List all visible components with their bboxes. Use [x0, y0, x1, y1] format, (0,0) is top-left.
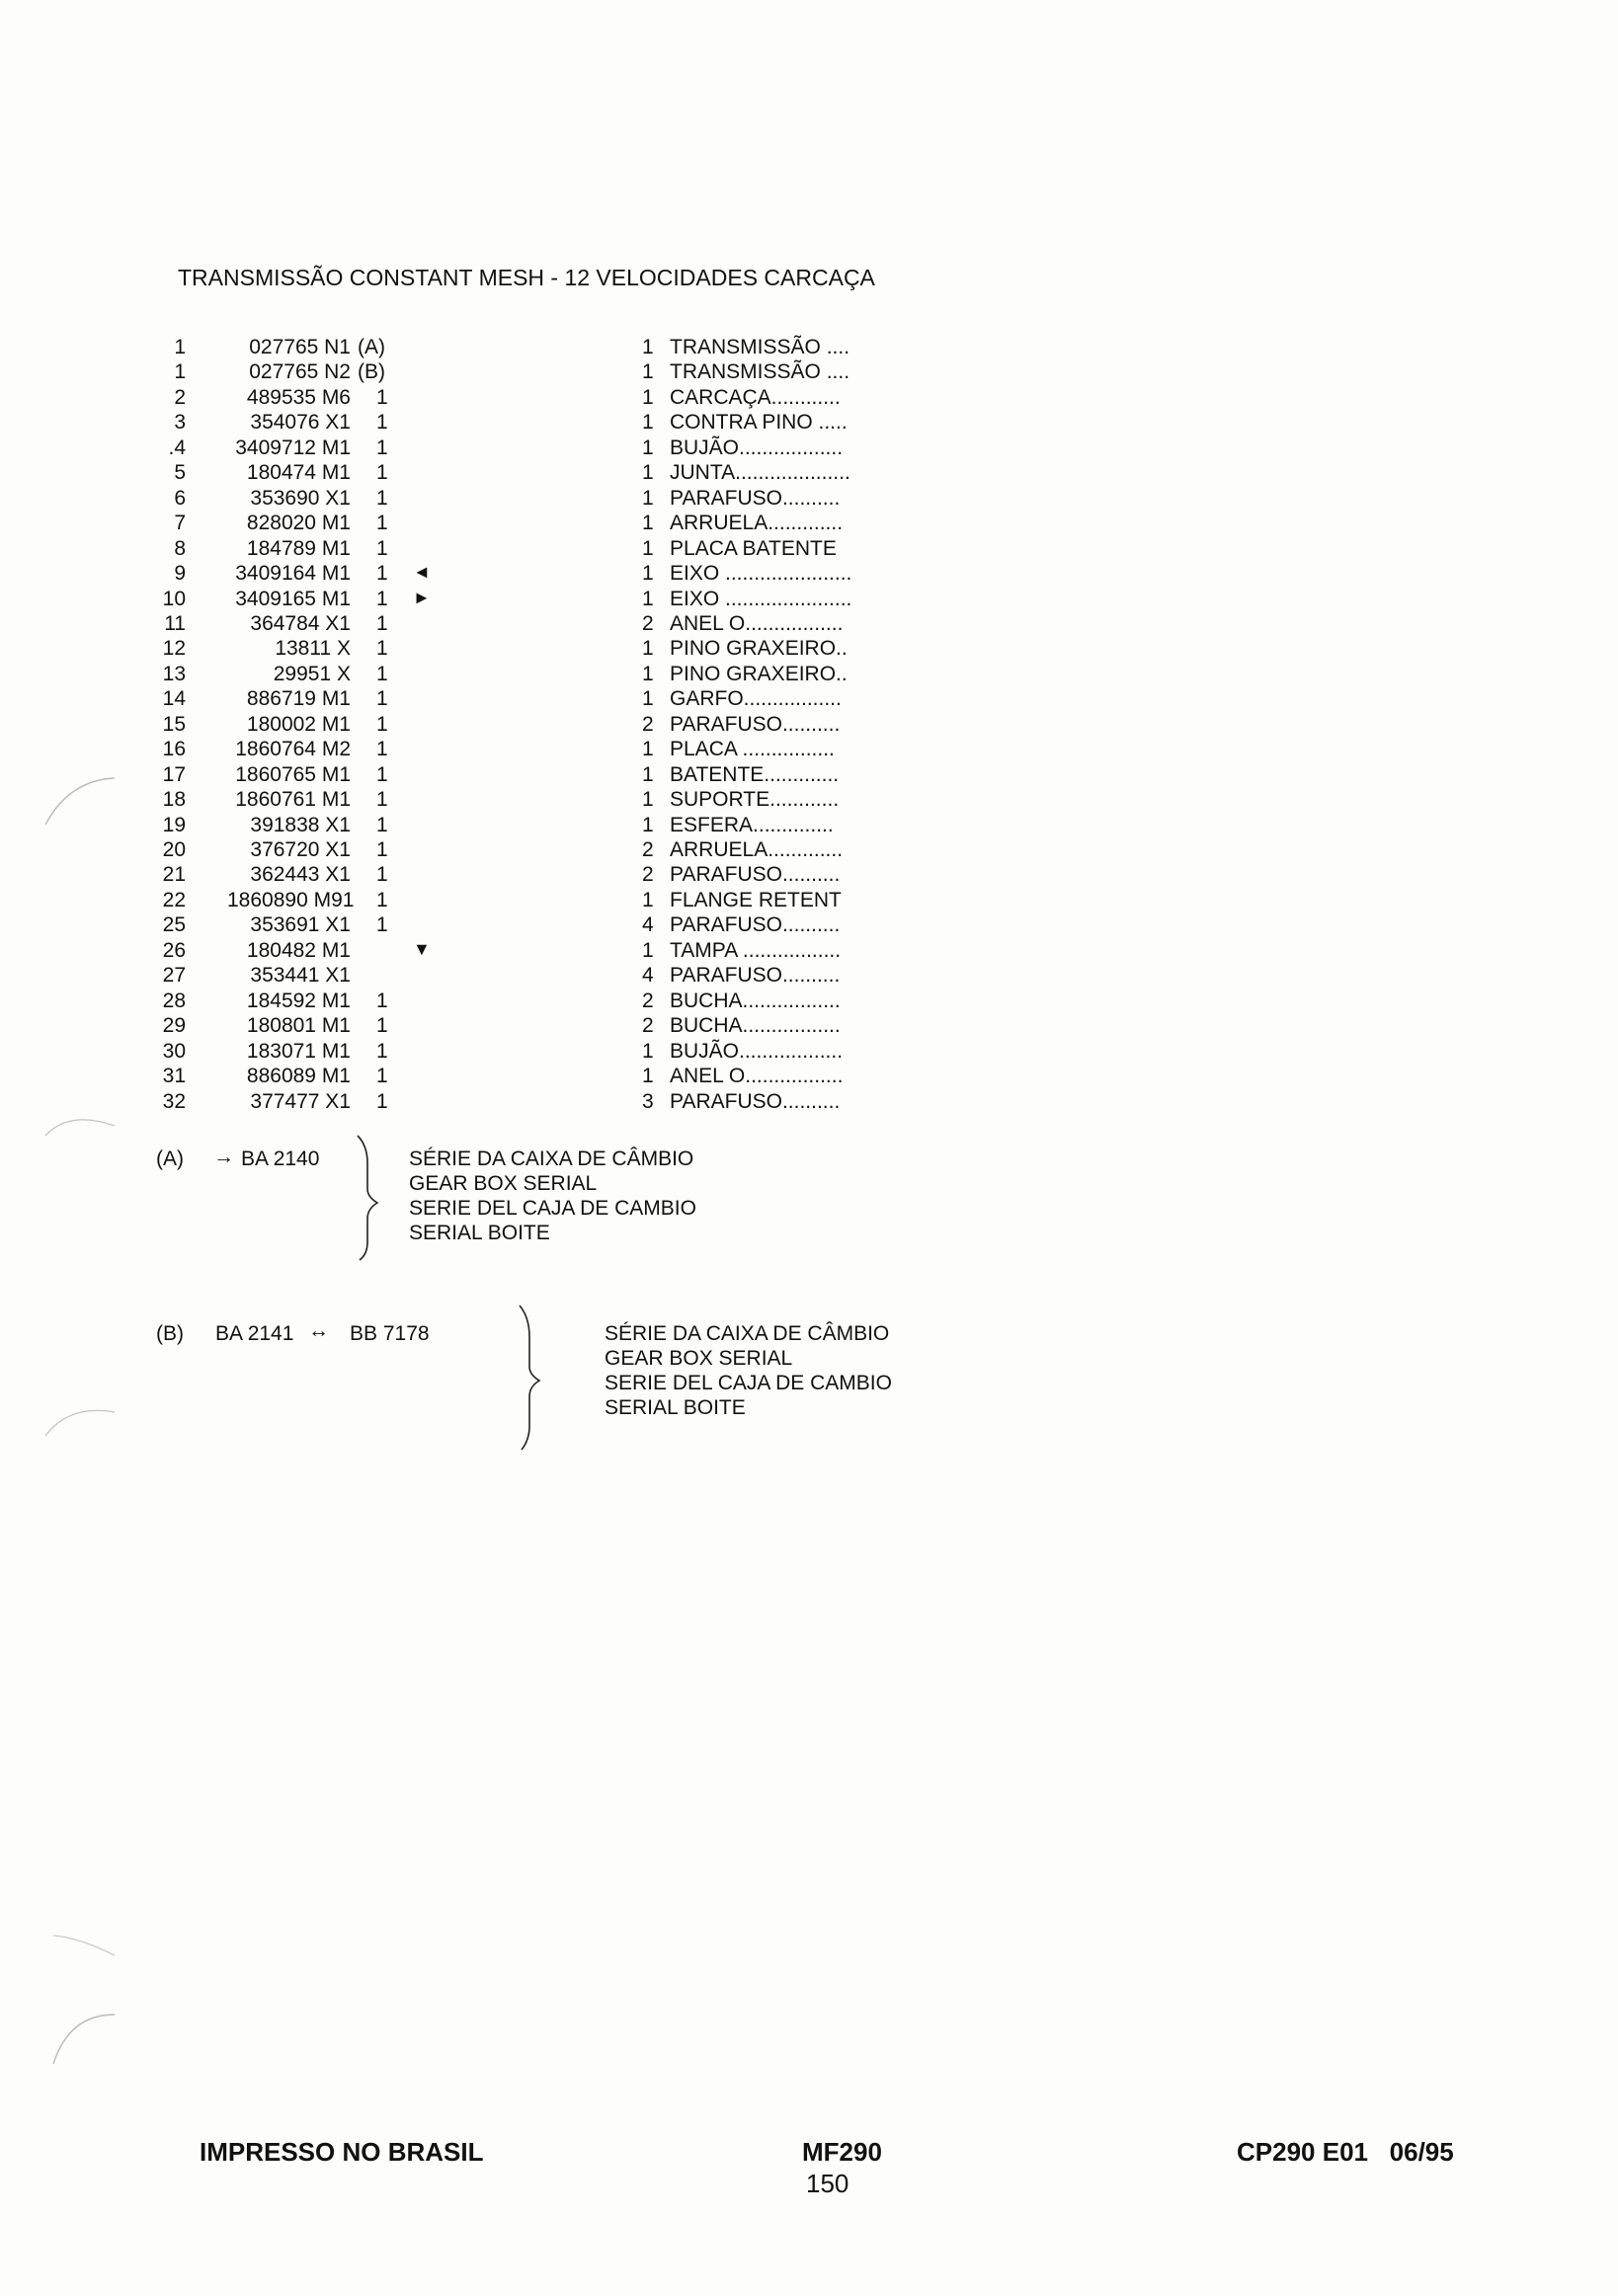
- part-qty: 1: [376, 637, 388, 661]
- part-number: 364784 X1: [250, 612, 351, 635]
- marker-icon: ►: [413, 587, 431, 607]
- part-number: 027765 N2: [249, 360, 351, 384]
- part-description: ESFERA..............: [670, 813, 834, 836]
- marker-icon: ▼: [413, 938, 431, 959]
- ref-number: 19: [162, 813, 186, 836]
- part-number: 353690 X1: [250, 486, 351, 510]
- quantity: 1: [642, 360, 654, 384]
- quantity: 1: [642, 587, 654, 610]
- part-qty: 1: [376, 913, 388, 937]
- part-qty: 1: [376, 612, 388, 635]
- ref-number: 9: [174, 562, 186, 585]
- part-number: 13811 X: [275, 637, 351, 661]
- part-description: BUCHA.................: [670, 1014, 841, 1038]
- page-title: TRANSMISSÃO CONSTANT MESH - 12 VELOCIDADES CARCAÇA: [178, 265, 875, 290]
- brace-icon: [516, 1304, 545, 1452]
- part-qty: 1: [376, 762, 388, 786]
- part-description: PLACA BATENTE: [670, 536, 837, 560]
- quantity: 3: [642, 1089, 654, 1113]
- ref-number: 2: [174, 385, 186, 409]
- quantity: 1: [642, 662, 654, 685]
- part-number: 180474 M1: [246, 461, 351, 485]
- serial-range-arrow-icon: ↔: [308, 1319, 329, 1342]
- ref-number: 21: [162, 863, 186, 887]
- note-a-line: SERIE DEL CAJA DE CAMBIO: [409, 1197, 696, 1220]
- ref-number: 28: [162, 989, 186, 1012]
- quantity: 1: [642, 788, 654, 812]
- part-qty: 1: [376, 712, 388, 736]
- ref-number: 1: [174, 360, 186, 384]
- ref-number: 13: [162, 662, 186, 685]
- ref-number: 1: [174, 336, 186, 358]
- part-qty: 1: [376, 838, 388, 861]
- part-qty: 1: [376, 1065, 388, 1087]
- part-qty: 1: [376, 562, 388, 585]
- part-description: CARCAÇA............: [670, 385, 841, 409]
- note-a-label: (A): [156, 1148, 184, 1170]
- printed-in-brazil: IMPRESSO NO BRASIL: [200, 2137, 484, 2167]
- part-description: PARAFUSO..........: [670, 913, 841, 937]
- ref-number: 3: [174, 411, 186, 435]
- note-a-line: SERIAL BOITE: [409, 1222, 550, 1244]
- ref-number: 27: [162, 964, 186, 988]
- part-number: 391838 X1: [250, 813, 351, 836]
- binder-hole-shadow: [40, 1392, 119, 1442]
- note-b-to: BB 7178: [350, 1322, 430, 1345]
- part-suffix: (A): [358, 336, 385, 358]
- part-qty: 1: [376, 536, 388, 560]
- quantity: 1: [642, 435, 654, 459]
- part-number: 489535 M6: [246, 385, 351, 409]
- quantity: 2: [642, 612, 654, 635]
- quantity: 4: [642, 913, 654, 937]
- part-number: 183071 M1: [246, 1039, 351, 1063]
- part-description: PARAFUSO..........: [670, 964, 841, 988]
- part-number: 1860764 M2: [235, 738, 351, 761]
- part-number: 353441 X1: [250, 964, 351, 988]
- ref-number: 14: [162, 687, 186, 711]
- quantity: 1: [642, 461, 654, 485]
- part-number: 1860761 M1: [235, 788, 351, 812]
- quantity: 1: [642, 813, 654, 836]
- part-description: PLACA ................: [670, 738, 835, 761]
- binder-hole-shadow: [40, 1916, 119, 2074]
- quantity: 1: [642, 1039, 654, 1063]
- brace-icon: [354, 1134, 383, 1262]
- part-description: TAMPA .................: [670, 938, 842, 962]
- part-description: ANEL O.................: [670, 612, 844, 635]
- ref-number: 5: [174, 461, 186, 485]
- part-description: PINO GRAXEIRO..: [670, 662, 848, 685]
- part-qty: 1: [376, 1014, 388, 1038]
- part-qty: 1: [376, 788, 388, 812]
- part-number: 354076 X1: [250, 411, 351, 435]
- note-b-line: SERIE DEL CAJA DE CAMBIO: [605, 1372, 892, 1394]
- part-description: FLANGE RETENT: [670, 888, 842, 911]
- quantity: 1: [642, 536, 654, 560]
- note-a-serial: BA 2140: [241, 1148, 320, 1170]
- quantity: 1: [642, 738, 654, 761]
- quantity: 1: [642, 637, 654, 661]
- quantity: 1: [642, 411, 654, 435]
- quantity: 1: [642, 762, 654, 786]
- part-number: 377477 X1: [250, 1089, 351, 1113]
- ref-number: 8: [174, 536, 186, 560]
- part-qty: 1: [376, 863, 388, 887]
- part-number: 886719 M1: [246, 687, 351, 711]
- part-number: 180801 M1: [246, 1014, 351, 1038]
- part-description: TRANSMISSÃO ....: [670, 360, 850, 384]
- part-qty: 1: [376, 435, 388, 459]
- quantity: 1: [642, 336, 654, 358]
- part-qty: 1: [376, 888, 388, 911]
- part-description: SUPORTE............: [670, 788, 840, 812]
- serial-arrow-icon: →: [213, 1146, 234, 1168]
- part-description: ARRUELA.............: [670, 838, 844, 861]
- quantity: 2: [642, 838, 654, 861]
- part-number: 376720 X1: [250, 838, 351, 861]
- part-qty: 1: [376, 411, 388, 435]
- part-qty: 1: [376, 385, 388, 409]
- ref-number: 6: [174, 486, 186, 510]
- part-qty: 1: [376, 1039, 388, 1063]
- quantity: 2: [642, 863, 654, 887]
- part-number: 1860765 M1: [235, 762, 351, 786]
- part-qty: 1: [376, 587, 388, 610]
- part-description: JUNTA....................: [670, 461, 850, 485]
- quantity: 1: [642, 562, 654, 585]
- ref-number: 31: [162, 1065, 186, 1087]
- part-qty: 1: [376, 738, 388, 761]
- part-suffix: (B): [358, 360, 385, 384]
- note-b-line: SERIAL BOITE: [605, 1396, 746, 1419]
- quantity: 1: [642, 938, 654, 962]
- part-qty: 1: [376, 486, 388, 510]
- note-a-line: SÉRIE DA CAIXA DE CÂMBIO: [409, 1148, 694, 1170]
- part-description: PINO GRAXEIRO..: [670, 637, 848, 661]
- ref-number: 29: [162, 1014, 186, 1038]
- part-description: PARAFUSO..........: [670, 1089, 841, 1113]
- part-description: TRANSMISSÃO ....: [670, 336, 850, 358]
- part-qty: 1: [376, 687, 388, 711]
- part-description: PARAFUSO..........: [670, 712, 841, 736]
- quantity: 1: [642, 512, 654, 535]
- part-description: ANEL O.................: [670, 1065, 844, 1087]
- part-qty: 1: [376, 1089, 388, 1113]
- part-description: EIXO ......................: [670, 562, 852, 585]
- part-qty: 1: [376, 461, 388, 485]
- ref-number: 25: [162, 913, 186, 937]
- ref-number: 7: [174, 512, 186, 535]
- part-number: 886089 M1: [246, 1065, 351, 1087]
- marker-icon: ◄: [413, 562, 431, 582]
- part-description: BATENTE.............: [670, 762, 840, 786]
- part-number: 3409164 M1: [235, 562, 351, 585]
- note-b-from: BA 2141: [215, 1322, 294, 1345]
- part-description: PARAFUSO..........: [670, 486, 841, 510]
- part-number: 828020 M1: [246, 512, 351, 535]
- part-qty: 1: [376, 662, 388, 685]
- part-description: GARFO.................: [670, 687, 842, 711]
- part-qty: 1: [376, 989, 388, 1012]
- binder-hole-shadow: [40, 1106, 119, 1146]
- ref-number: 32: [162, 1089, 186, 1113]
- quantity: 1: [642, 486, 654, 510]
- quantity: 4: [642, 964, 654, 988]
- ref-number: 11: [164, 612, 186, 635]
- part-number: 184789 M1: [246, 536, 351, 560]
- ref-number: 22: [162, 888, 186, 911]
- ref-number: 16: [162, 738, 186, 761]
- part-number: 353691 X1: [250, 913, 351, 937]
- part-number: 180002 M1: [246, 712, 351, 736]
- ref-number: 26: [162, 938, 186, 962]
- note-b-line: GEAR BOX SERIAL: [605, 1347, 793, 1370]
- part-description: BUJÃO..................: [670, 1039, 844, 1063]
- quantity: 2: [642, 712, 654, 736]
- note-b-label: (B): [156, 1322, 184, 1345]
- part-description: EIXO ......................: [670, 587, 852, 610]
- part-description: BUJÃO..................: [670, 435, 844, 459]
- part-number: 3409712 M1: [235, 435, 351, 459]
- part-qty: 1: [376, 512, 388, 535]
- ref-number: 12: [162, 637, 186, 661]
- part-description: PARAFUSO..........: [670, 863, 841, 887]
- quantity: 2: [642, 989, 654, 1012]
- part-number: 3409165 M1: [235, 587, 351, 610]
- ref-number: 30: [162, 1039, 186, 1063]
- ref-number: 15: [162, 712, 186, 736]
- catalog-code: CP290 E01 06/95: [1237, 2137, 1454, 2167]
- part-number: 184592 M1: [246, 989, 351, 1012]
- quantity: 1: [642, 1065, 654, 1087]
- ref-number: 17: [162, 762, 186, 786]
- part-description: BUCHA.................: [670, 989, 841, 1012]
- ref-number: 18: [162, 788, 186, 812]
- note-b-line: SÉRIE DA CAIXA DE CÂMBIO: [605, 1322, 890, 1345]
- page-number: 150: [806, 2169, 849, 2198]
- part-qty: 1: [376, 813, 388, 836]
- model-code: MF290: [802, 2137, 882, 2167]
- quantity: 1: [642, 888, 654, 911]
- part-number: 027765 N1: [249, 336, 351, 358]
- quantity: 2: [642, 1014, 654, 1038]
- ref-number: .4: [168, 435, 186, 459]
- ref-number: 10: [162, 587, 186, 610]
- quantity: 1: [642, 385, 654, 409]
- note-a-line: GEAR BOX SERIAL: [409, 1172, 598, 1195]
- part-number: 29951 X: [273, 662, 351, 685]
- quantity: 1: [642, 687, 654, 711]
- binder-hole-shadow: [40, 770, 119, 830]
- part-number: 362443 X1: [250, 863, 351, 887]
- ref-number: 20: [162, 838, 186, 861]
- part-description: CONTRA PINO .....: [670, 411, 848, 435]
- part-description: ARRUELA.............: [670, 512, 844, 535]
- part-number: 1860890 M91: [227, 888, 355, 911]
- part-number: 180482 M1: [246, 938, 351, 962]
